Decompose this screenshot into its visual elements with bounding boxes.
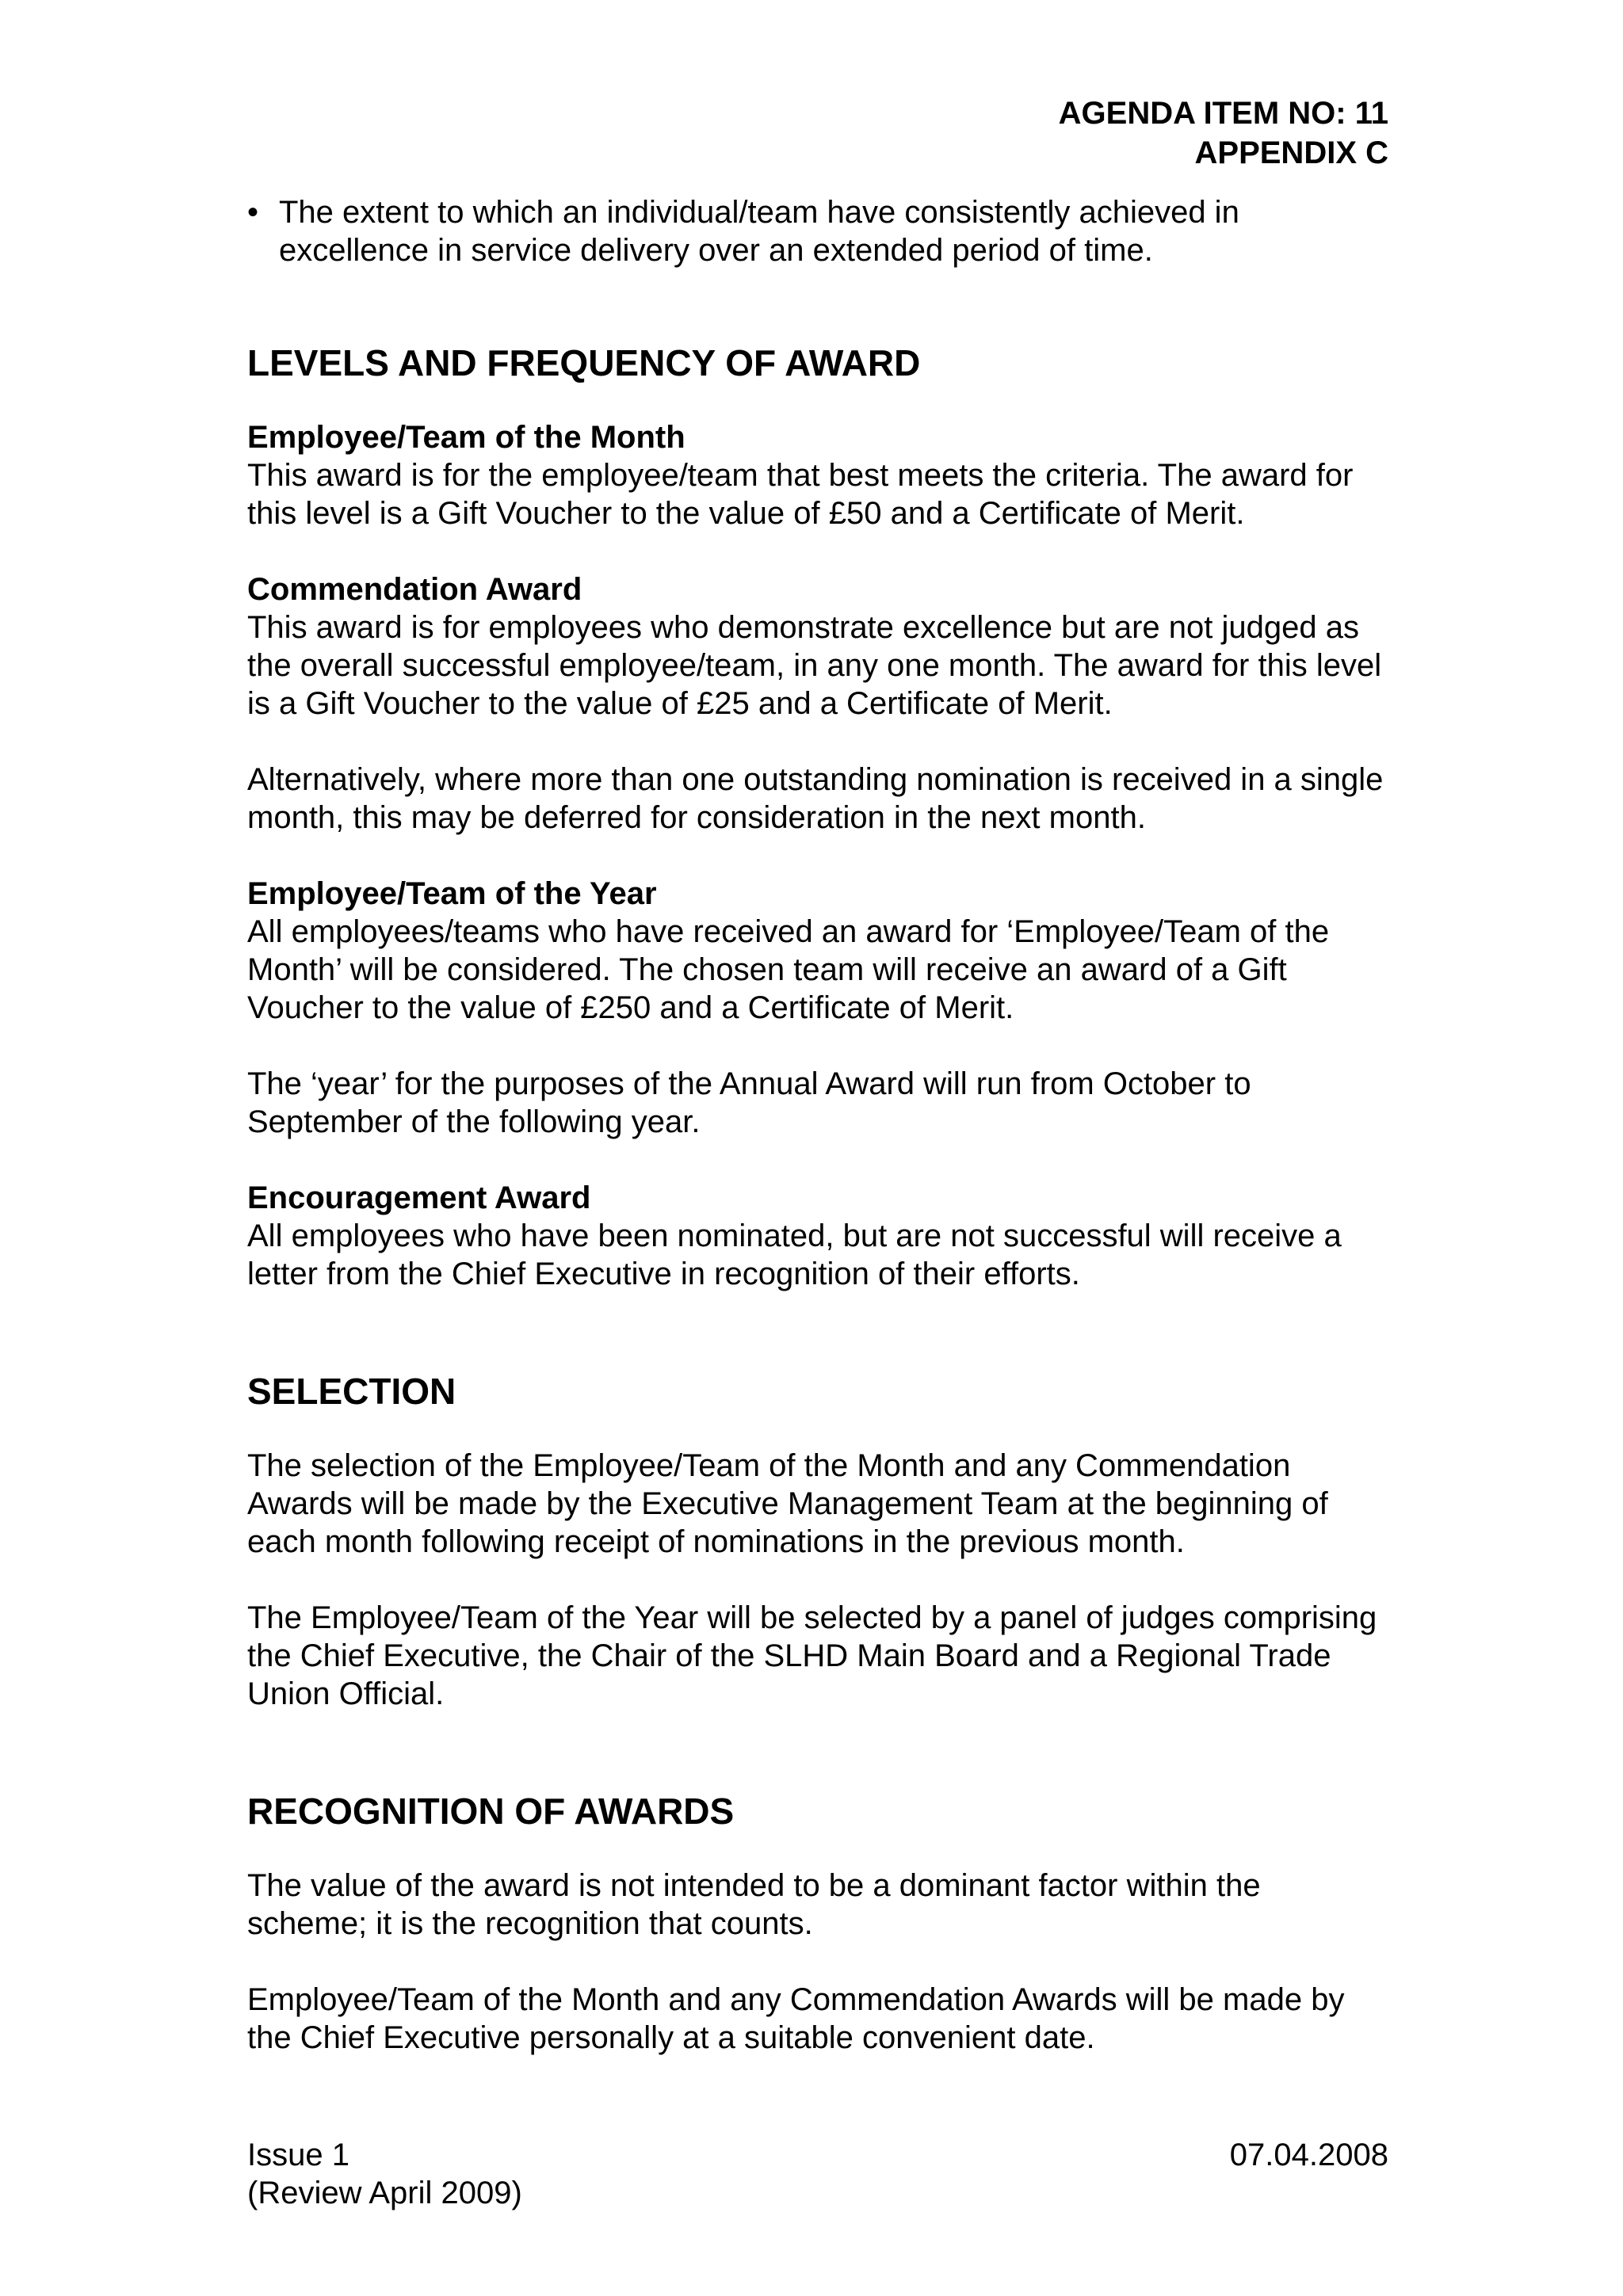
bullet-text: The extent to which an individual/team have consistently achieved in excellence in service delivery over an extended period of time.: [279, 195, 1239, 268]
document-header: [1059, 93, 1388, 173]
encouragement-award-title: Encouragement Award: [247, 1180, 591, 1215]
encouragement-award-text: All employees who have been nominated, but are not successful will receive a letter from the Chief Executive in recognition of their efforts.: [247, 1219, 1342, 1291]
selection-paragraph-1: The selection of the Employee/Team of the Month and any Commendation Awards will be made by the Executive Management Team at the beginning of each month following receipt of nominations in the previous month.: [247, 1448, 1328, 1559]
criteria-bullet-list: [247, 193, 1388, 269]
recognition-heading: RECOGNITION OF AWARDS: [247, 1791, 735, 1832]
commendation-award-alternative: Alternatively, where more than one outstanding nomination is received in a single month, this may be deferred for consideration in the next month.: [247, 762, 1384, 835]
year-award-text: All employees/teams who have received an award for ‘Employee/Team of the Month’ will be considered. The chosen team will receive an award of a Gift Voucher to the value of £250 and a Certificate of Merit.: [247, 914, 1330, 1025]
year-award-period: The ‘year’ for the purposes of the Annual Award will run from October to September of the following year.: [247, 1066, 1251, 1139]
selection-heading: SELECTION: [247, 1371, 456, 1412]
footer-issue-info: [247, 2136, 522, 2212]
footer-date: 07.04.2008: [1229, 2138, 1388, 2172]
bullet-marker: •: [247, 195, 259, 230]
list-item: [247, 193, 1388, 269]
month-award-title: Employee/Team of the Month: [247, 420, 685, 455]
commendation-award-title: Commendation Award: [247, 572, 582, 607]
review-date: (Review April 2009): [247, 2176, 522, 2210]
agenda-item-number: AGENDA ITEM NO: 11: [1058, 96, 1388, 131]
commendation-award-text: This award is for employees who demonstrate excellence but are not judged as the overall successful employee/team, in any one month. The award for this level is a Gift Voucher to the value of £25 and a Certificate of Merit.: [247, 610, 1382, 721]
appendix-label: APPENDIX C: [1194, 135, 1388, 170]
document-body: [247, 341, 1388, 2057]
month-award-text: This award is for the employee/team that best meets the criteria. The award for this level is a Gift Voucher to the value of £50 and a Certificate of Merit.: [247, 458, 1354, 531]
recognition-paragraph-2: Employee/Team of the Month and any Commendation Awards will be made by the Chief Executive personally at a suitable convenient date.: [247, 1982, 1345, 2055]
levels-heading: LEVELS AND FREQUENCY OF AWARD: [247, 342, 921, 383]
year-award-title: Employee/Team of the Year: [247, 876, 657, 911]
recognition-paragraph-1: The value of the award is not intended to be a dominant factor within the scheme; it is the recognition that counts.: [247, 1868, 1261, 1941]
issue-number: Issue 1: [247, 2138, 349, 2172]
selection-paragraph-2: The Employee/Team of the Year will be selected by a panel of judges comprising the Chief Executive, the Chair of the SLHD Main Board and a Regional Trade Union Official.: [247, 1600, 1377, 1711]
